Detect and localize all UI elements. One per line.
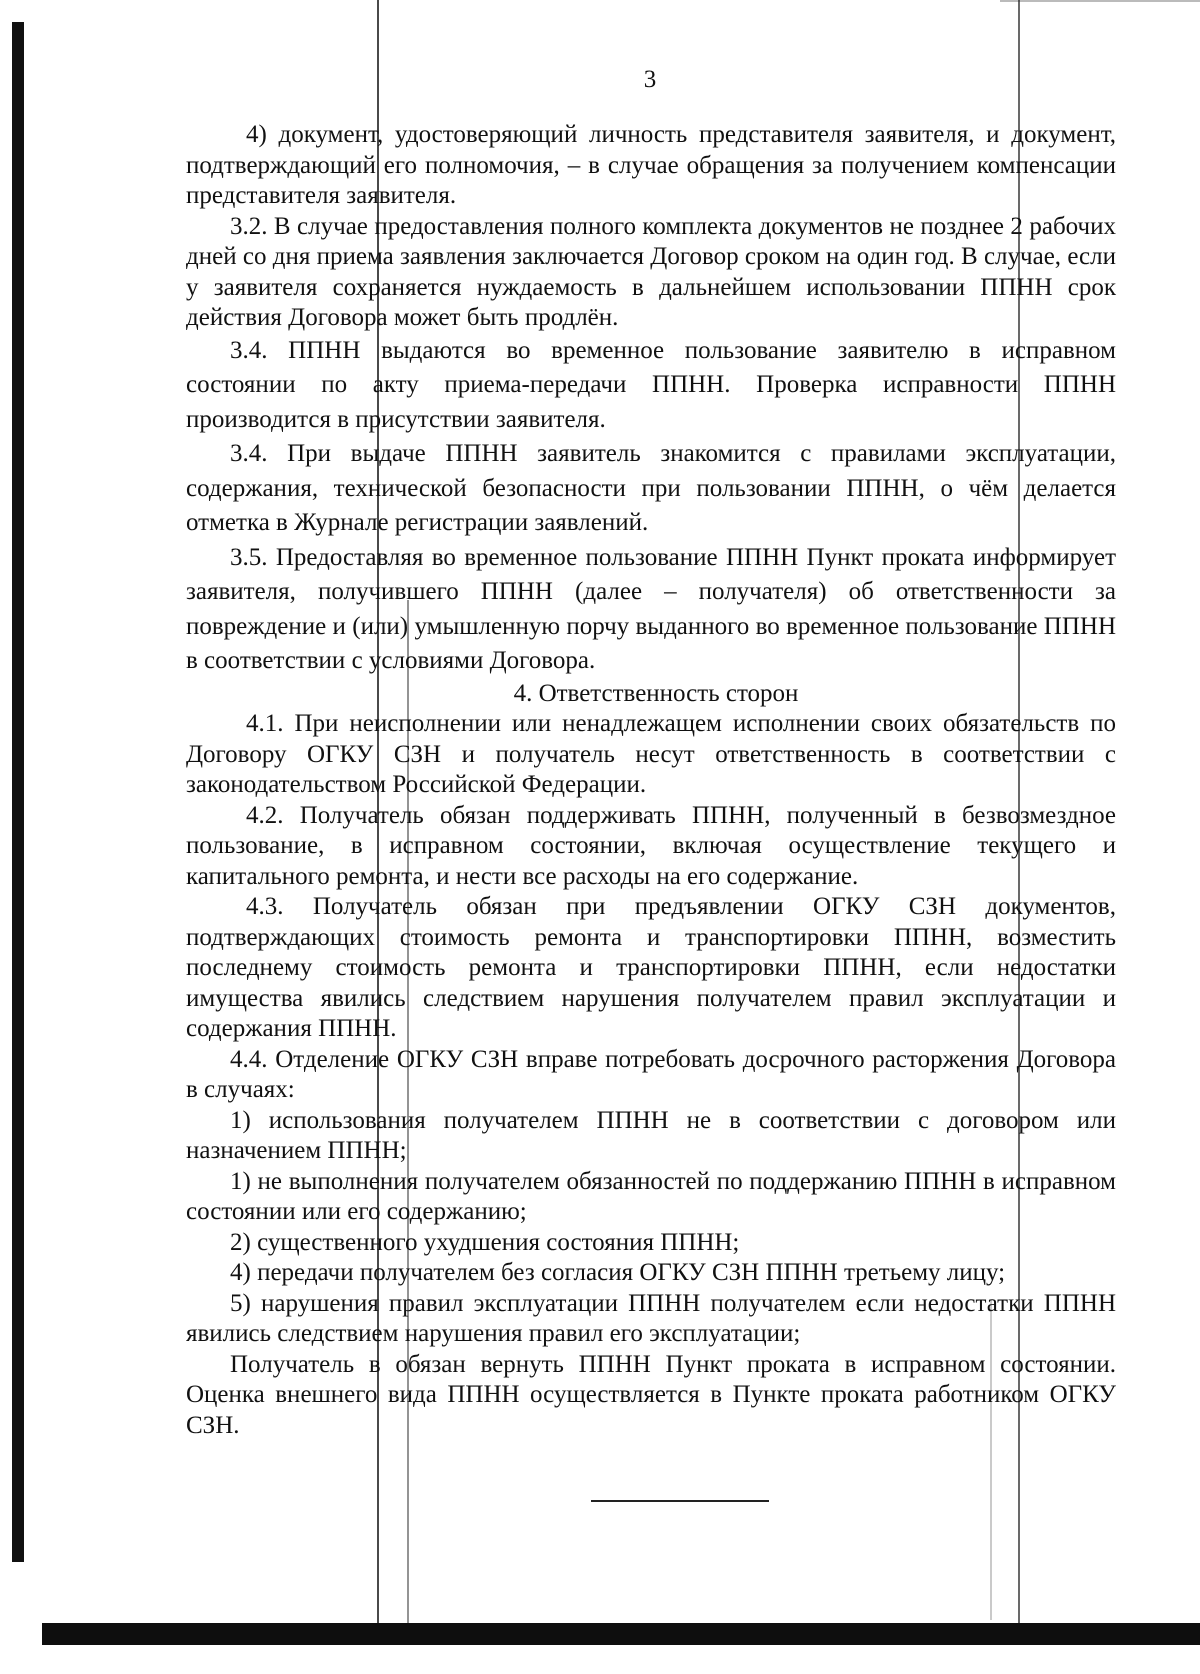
paragraph: Получатель в обязан вернуть ППНН Пункт проката в исправном состоянии. Оценка внешнего вида ППНН осуществляется в Пункте проката работником ОГКУ СЗН. bbox=[186, 1350, 1116, 1439]
list-item: 4) передачи получателем без согласия ОГКУ СЗН ППНН третьему лицу; bbox=[230, 1259, 1006, 1286]
paragraph: 3.5. Предоставляя во временное пользование ППНН Пункт проката информирует заявителя, получившего ППНН (далее – получателя) об ответственности за повреждение и (или) умышленную порчу выданного во временное пользование ППНН в соответствии с условиями Договора. bbox=[186, 543, 1116, 674]
page-number: 3 bbox=[643, 66, 657, 93]
paragraph: 4) документ, удостоверяющий личность представителя заявителя, и документ, подтверждающий его полномочия, – в случае обращения за получением компенсации представителя заявителя. bbox=[186, 121, 1116, 209]
paragraph: 3.4. ППНН выдаются во временное пользование заявителю в исправном состоянии по акту приема-передачи ППНН. Проверка исправности ППНН производится в присутствии заявителя. bbox=[186, 336, 1116, 433]
scan-left-border bbox=[12, 22, 24, 1562]
paragraph: 4.4. Отделение ОГКУ СЗН вправе потребовать досрочного расторжения Договора в случаях: bbox=[186, 1045, 1116, 1103]
list-item: 1) не выполнения получателем обязанностей по поддержанию ППНН в исправном состоянии или его содержанию; bbox=[186, 1167, 1116, 1225]
scan-top-edge bbox=[1000, 0, 1200, 2]
list-item: 5) нарушения правил эксплуатации ППНН получателем если недостатки ППНН явились следствием нарушения правил его эксплуатации; bbox=[186, 1289, 1116, 1347]
list-item: 2) существенного ухудшения состояния ППНН; bbox=[230, 1228, 740, 1256]
paragraph: 4.1. При неисполнении или ненадлежащем исполнении своих обязательств по Договору ОГКУ СЗН и получатель несут ответственность в соответствии с законодательством Российской Федерации. bbox=[186, 710, 1116, 798]
paragraph: 4.2. Получатель обязан поддерживать ППНН, полученный в безвозмездное пользование, в исправном состоянии, включая осуществление текущего и капитального ремонта, и нести все расходы на его содержание. bbox=[186, 801, 1116, 890]
scan-bottom-border bbox=[42, 1623, 1200, 1645]
section-heading: 4. Ответственность сторон bbox=[513, 679, 799, 707]
paragraph: 3.2. В случае предоставления полного комплекта документов не позднее 2 рабочих дней со дня приема заявления заключается Договор сроком на один год. В случае, если у заявителя сохраняется нуждаемость в дальнейшем использовании ППНН срок действия Договора может быть продлён. bbox=[186, 212, 1116, 331]
document-body bbox=[186, 120, 1116, 1441]
paragraph: 3.4. При выдаче ППНН заявитель знакомится с правилами эксплуатации, содержания, технической безопасности при пользовании ППНН, о чём делается отметка в Журнале регистрации заявлений. bbox=[186, 440, 1116, 536]
paragraph: 4.3. Получатель обязан при предъявлении ОГКУ СЗН документов, подтверждающих стоимость ремонта и транспортировки ППНН, возместить последнему стоимость ремонта и транспортировки ППНН, если недостатки имущества явились следствием нарушения получателем правил эксплуатации и содержания ППНН. bbox=[186, 893, 1116, 1042]
end-of-text-rule bbox=[591, 1500, 769, 1502]
list-item: 1) использования получателем ППНН не в соответствии с договором или назначением ППНН; bbox=[186, 1106, 1116, 1164]
